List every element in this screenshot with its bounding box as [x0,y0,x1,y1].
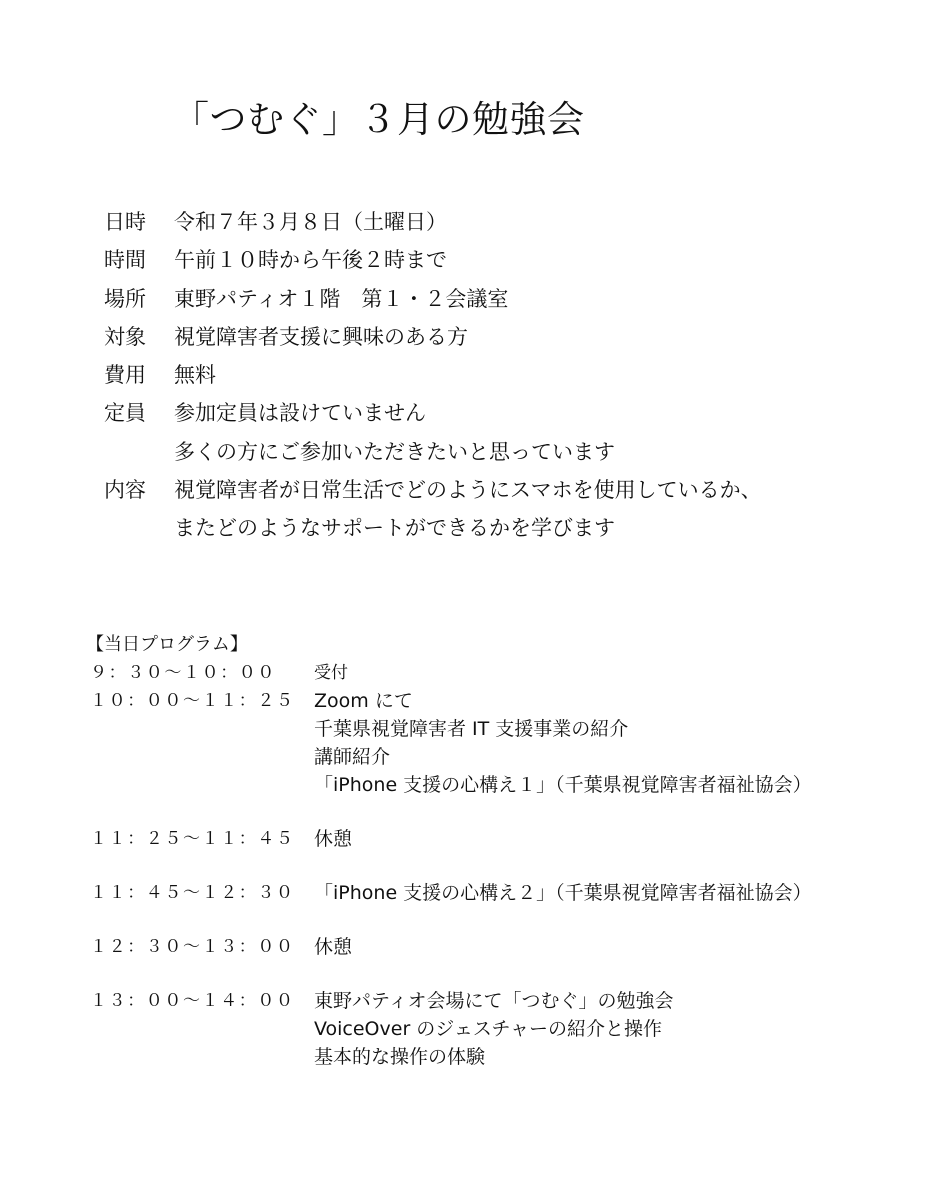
detail-row-time [104,241,884,279]
spacer [86,961,886,987]
program-time: ９：３０～１０：００ [90,663,276,683]
detail-row-place [104,280,884,318]
program-time: １０：００～１１：２５ [90,691,295,711]
detail-row-capacity [104,394,884,471]
program-text: 休憩 [314,828,353,850]
program-text: 受付 [314,663,348,683]
spacer [86,907,886,933]
detail-value: 東野パティオ１階 第１・２会議室 [174,286,509,311]
detail-value: 無料 [174,363,216,388]
program-text: 東野パティオ会場にて「つむぐ」の勉強会 [314,990,674,1012]
detail-row-date [104,203,884,241]
program-text: 基本的な操作の体験 [314,1046,486,1068]
detail-label: 時間 [104,248,146,273]
program-item [86,933,886,961]
program-item [86,659,886,687]
detail-value: 令和７年３月８日（土曜日） [174,210,447,234]
detail-label: 対象 [104,324,146,349]
program-text: VoiceOver のジェスチャーの紹介と操作 [314,1018,662,1040]
detail-row-fee [104,356,884,394]
detail-value: 多くの方にご参加いただきたいと思っています [174,439,615,464]
detail-label: 日時 [104,210,146,234]
detail-label: 場所 [104,286,146,311]
page-title: 「つむぐ」３月の勉強会 [172,98,585,141]
spacer [86,799,886,825]
detail-value: またどのようなサポートができるかを学びます [174,516,615,541]
detail-label: 費用 [104,363,146,388]
program-text: 講師紹介 [314,746,391,768]
program-heading: 【当日プログラム】 [86,634,248,655]
event-details [104,203,884,548]
program-section [86,631,886,1071]
program-time: １２：３０～１３：００ [90,937,295,957]
program-time: １１：２５～１１：４５ [90,829,295,849]
program-time: １１：４５～１２：３０ [90,883,295,903]
program-item [86,987,886,1071]
program-time: １３：００～１４：００ [90,991,295,1011]
detail-value: 視覚障害者が日常生活でどのようにスマホを使用しているか、 [174,478,762,503]
program-text: 「iPhone 支援の心構え２」（千葉県視覚障害者福祉協会） [314,882,812,904]
detail-value: 視覚障害者支援に興味のある方 [174,324,468,349]
spacer [86,853,886,879]
detail-row-target [104,318,884,356]
program-text: 休憩 [314,936,353,958]
program-item [86,825,886,853]
program-text: 「iPhone 支援の心構え１」（千葉県視覚障害者福祉協会） [314,774,812,796]
detail-label: 定員 [104,401,146,426]
detail-label: 内容 [104,478,146,503]
detail-value: 午前１０時から午後２時まで [174,248,447,273]
detail-row-content [104,471,884,548]
program-item [86,879,886,907]
program-item [86,687,886,799]
detail-value: 参加定員は設けていません [174,401,426,426]
program-text: Zoom にて [314,690,413,712]
program-text: 千葉県視覚障害者 IT 支援事業の紹介 [314,718,629,740]
